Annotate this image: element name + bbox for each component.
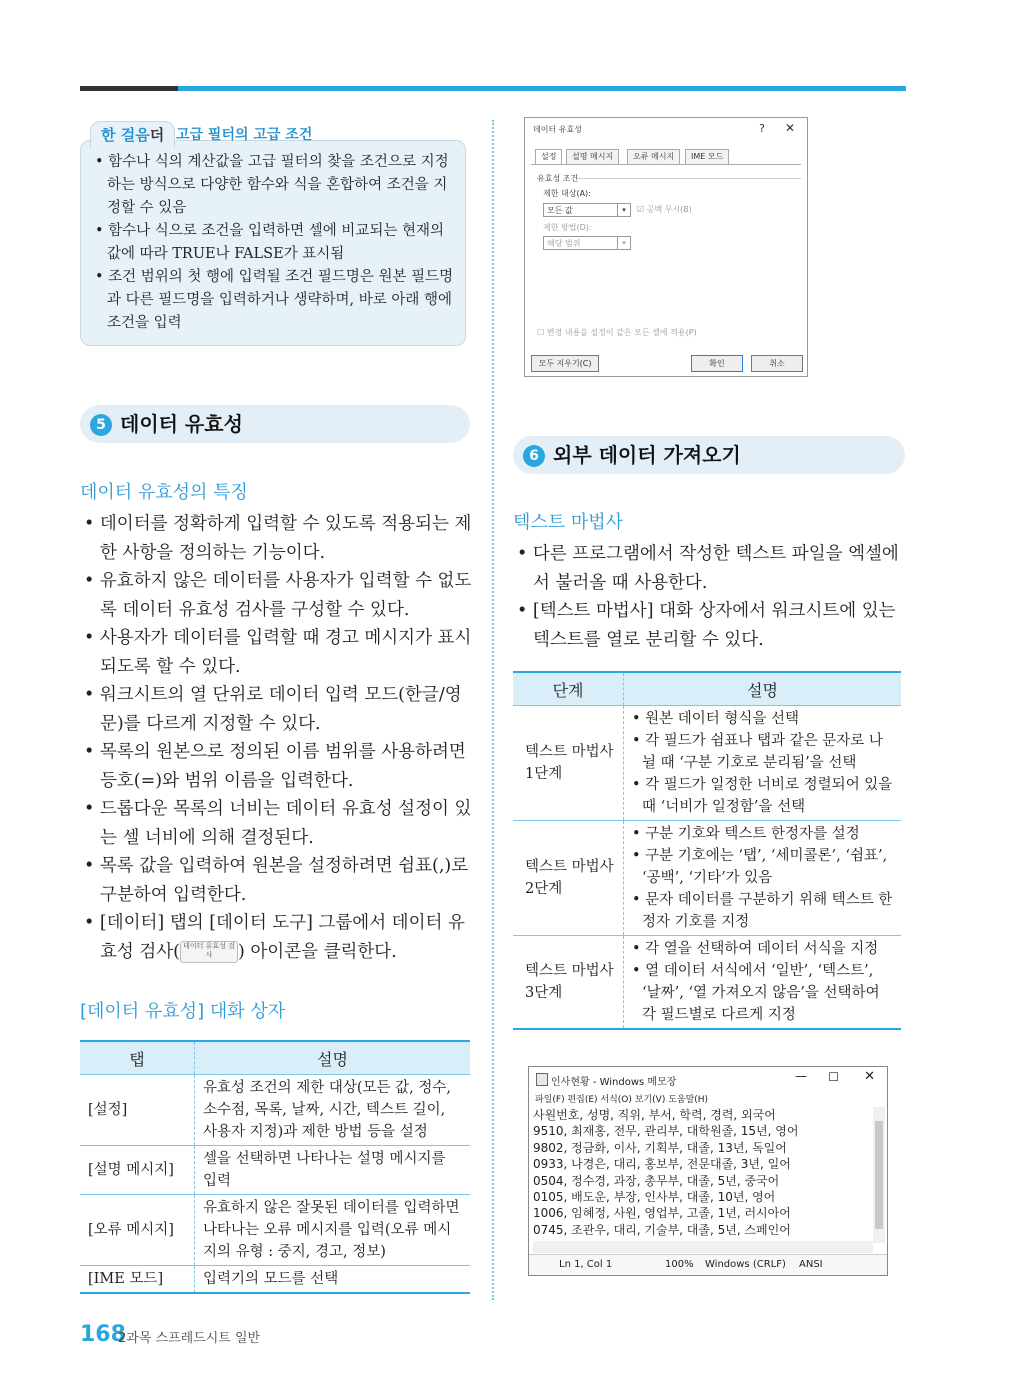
section6-title: 외부 데이터 가져오기 [553,443,741,467]
tab-divider [531,164,801,165]
bullet-item: • 사용자가 데이터를 입력할 때 경고 메시지가 표시되도록 할 수 있다. [84,628,472,677]
desc-item: • 열 데이터 서식에서 ‘일반’, ‘텍스트’, ‘날짜’, ‘열 가져오지 않음’을 선택하여 각 필드별로 다르게 지정 [632,963,880,1023]
footer-text: 2과목 스프레드시트 일반 [118,1331,261,1346]
section5-number: 5 [90,414,112,436]
allow-select[interactable] [543,203,631,217]
vertical-scrollbar[interactable] [873,1107,885,1243]
tip-tab [90,121,175,148]
text-line: 9510, 최재홍, 전무, 관리부, 대학원졸, 15년, 영어 [533,1124,799,1139]
tip-item: • 함수나 식의 계산값을 고급 필터의 찾을 조건으로 지정하는 방식으로 다양한 함수와 식을 혼합하여 조건을 지정할 수 있음 [95,154,449,216]
tab-input-message[interactable]: 설명 메시지 [566,149,619,165]
section6-bullets [517,540,907,654]
step-cell: 텍스트 마법사 3단계 [513,936,624,1030]
text-line: 0933, 나경은, 대리, 홍보부, 전문대졸, 3년, 일어 [533,1157,791,1172]
table-row [80,1146,470,1195]
text-line: 사원번호, 성명, 직위, 부서, 학력, 경력, 외국어 [533,1108,776,1122]
bullet-item [84,909,476,966]
close-button[interactable]: ✕ [784,121,795,135]
section6-header [513,436,905,474]
notepad-text-area[interactable] [533,1107,871,1241]
section5-subheading-2: [데이터 유효성] 대화 상자 [80,1001,286,1022]
table-row [80,1075,470,1146]
text-line: 9802, 정금화, 이사, 기획부, 대졸, 13년, 독일어 [533,1140,787,1155]
table-row [513,936,901,1030]
status-bar [529,1254,887,1275]
tab-cell: [IME 모드] [80,1266,195,1294]
tip-title: 고급 필터의 고급 조건 [176,127,313,143]
section5-subheading: 데이터 유효성의 특징 [80,482,248,503]
tip-tab-label-a: 한 걸음 [101,126,150,144]
text-line: 0105, 배도운, 부장, 인사부, 대졸, 10년, 영어 [533,1190,776,1205]
data-value: 해당 범위 [547,239,581,248]
notepad-icon [536,1073,548,1086]
section6-subheading: 텍스트 마법사 [513,512,624,533]
tip-list [95,151,455,335]
table-row [513,706,901,821]
bullet-item: • 목록 값을 입력하여 원본을 설정하려면 쉼표(,)로 구분하여 입력한다. [84,856,469,905]
desc-cell [624,706,902,821]
text-line: 1006, 임혜정, 사원, 영업부, 고졸, 1년, 러시아어 [533,1206,791,1221]
close-icon[interactable]: ✕ [864,1069,875,1084]
tab-ime-mode[interactable]: IME 모드 [685,149,729,165]
text-line: 0504, 정수경, 과장, 총무부, 대졸, 5년, 중국어 [533,1173,780,1188]
status-position: Ln 1, Col 1 [559,1259,613,1270]
table-header-desc: 설명 [195,1041,471,1075]
text-wizard-table [513,671,901,1030]
scroll-thumb[interactable] [875,1121,883,1229]
maximize-icon[interactable]: ☐ [828,1070,839,1084]
section5-bullets [84,510,476,966]
data-select[interactable] [543,236,631,250]
tab-cell: [설정] [80,1075,195,1146]
ok-button[interactable]: 확인 [691,355,743,372]
section5-header [80,405,470,443]
step-cell: 텍스트 마법사 1단계 [513,706,624,821]
bullet-item: • 데이터를 정확하게 입력할 수 있도록 적용되는 제한 사항을 정의하는 기능이다. [84,514,472,563]
tip-item: • 함수나 식으로 조건을 입력하면 셀에 비교되는 현재의 값에 따라 TRUE나 FALSE가 표시됨 [95,223,444,262]
data-validation-dialog [524,117,808,377]
bullet-item: • 다른 프로그램에서 작성한 텍스트 파일을 엑셀에서 불러올 때 사용한다. [517,544,899,593]
criteria-rule [577,178,801,179]
text-line: 0745, 조관우, 대리, 기술부, 대졸, 5년, 스페인어 [533,1222,791,1237]
bullet-item: • [텍스트 마법사] 대화 상자에서 워크시트에 있는 텍스트를 열로 분리할 수 있다. [517,601,896,650]
page-number: 168 [80,1322,126,1347]
help-button[interactable]: ? [759,122,765,135]
desc-cell [624,821,902,936]
table-row [80,1195,470,1266]
table-header-tab: 탭 [80,1041,195,1075]
desc-cell: 유효하지 않은 잘못된 데이터를 입력하면 나타나는 오류 메시지를 입력(오류 메시지의 유형 : 중지, 경고, 정보) [195,1195,471,1266]
dialog-title: 데이터 유효성 [533,125,582,134]
tip-item: • 조건 범위의 첫 행에 입력될 조건 필드명은 원본 필드명과 다른 필드명을 입력하거나 생략하며, 바로 아래 행에 조건을 입력 [95,269,454,331]
chevron-down-icon: ▾ [617,237,630,249]
clear-all-button[interactable]: 모두 지우기(C) [531,355,599,372]
desc-item: • 구분 기호와 텍스트 한정자를 설정 [632,826,860,842]
desc-cell [624,936,902,1030]
tab-settings[interactable]: 설정 [535,149,562,165]
status-zoom: 100% [665,1259,694,1270]
chevron-down-icon: ▾ [617,204,630,216]
desc-cell: 유효성 조건의 제한 대상(모든 값, 정수, 소수점, 목록, 날짜, 시간, 텍스트 길이, 사용자 지정)과 제한 방법 등을 설정 [195,1075,471,1146]
notepad-menu[interactable]: 파일(F) 편집(E) 서식(O) 보기(V) 도움말(H) [535,1095,709,1105]
desc-cell: 셀을 선택하면 나타나는 설명 메시지를 입력 [195,1146,471,1195]
desc-item: • 원본 데이터 형식을 선택 [632,711,800,727]
desc-cell: 입력기의 모드를 선택 [195,1266,471,1294]
validation-criteria-label: 유효성 조건 [537,174,579,183]
tab-error-alert[interactable]: 오류 메시지 [627,149,680,165]
table-header-desc: 설명 [624,672,902,706]
ignore-blank-checkbox[interactable]: ☑ 공백 무시(B) [637,205,692,214]
data-validation-icon: 데이터 유효성 검사 [180,941,238,963]
cancel-button[interactable]: 취소 [751,355,803,372]
status-eol: Windows (CRLF) [705,1259,786,1270]
tab-cell: [오류 메시지] [80,1195,195,1266]
bullet-text: • [데이터] 탭의 [데이터 도구] 그룹에서 데이터 유효성 검사( [84,913,465,962]
tip-box [80,140,466,346]
allow-value: 모든 값 [547,206,573,215]
desc-item: • 각 필드가 일정한 너비로 정렬되어 있을 때 ‘너비가 일정함’을 선택 [632,777,893,815]
validation-tabs-table [80,1040,470,1294]
desc-item: • 각 필드가 쉼표나 탭과 같은 문자로 나뉠 때 ‘구분 기호로 분리됨’을 선택 [632,733,883,771]
top-rule-blue [178,86,906,91]
table-row [80,1266,470,1294]
data-label: 제한 방법(D): [543,223,592,232]
notepad-title: 인사현황 - Windows 메모장 [551,1077,677,1088]
apply-all-label: 변경 내용을 설정이 같은 모든 셀에 적용(P) [546,328,697,337]
minimize-icon[interactable]: — [795,1069,807,1083]
tab-cell: [설명 메시지] [80,1146,195,1195]
bullet-item: • 드롭다운 목록의 너비는 데이터 유효성 설정이 있는 셀 너비에 의해 결정된다. [84,799,472,848]
section6-number: 6 [523,445,545,467]
desc-item: • 문자 데이터를 구분하기 위해 텍스트 한정자 기호를 지정 [632,892,893,930]
status-encoding: ANSI [799,1259,823,1270]
apply-all-checkbox[interactable]: ☐ 변경 내용을 설정이 같은 모든 셀에 적용(P) [537,328,697,337]
top-rule-dark [80,86,178,91]
step-cell: 텍스트 마법사 2단계 [513,821,624,936]
tip-tab-label-b: 더 [149,126,165,144]
bullet-item: • 워크시트의 열 단위로 데이터 입력 모드(한글/영문)를 다르게 지정할 수 있다. [84,685,462,734]
bullet-text: ) 아이콘을 클릭한다. [238,941,397,962]
column-divider [492,120,494,1300]
desc-item: • 각 열을 선택하여 데이터 서식을 지정 [632,941,879,957]
bullet-item: • 유효하지 않은 데이터를 사용자가 입력할 수 없도록 데이터 유효성 검사를 구성할 수 있다. [84,571,472,620]
ignore-blank-label: 공백 무시(B) [646,205,692,214]
section5-title: 데이터 유효성 [120,412,243,436]
table-header-step: 단계 [513,672,624,706]
bullet-item: • 목록의 원본으로 정의된 이름 범위를 사용하려면 등호(=)와 범위 이름을 입력한다. [84,742,466,791]
horizontal-scrollbar[interactable] [533,1241,873,1253]
allow-label: 제한 대상(A): [543,189,591,198]
notepad-window [528,1066,888,1276]
table-row [513,821,901,936]
desc-item: • 구분 기호에는 ‘탭’, ‘세미콜론’, ‘쉼표’, ‘공백’, ‘기타’가 있음 [632,848,888,886]
